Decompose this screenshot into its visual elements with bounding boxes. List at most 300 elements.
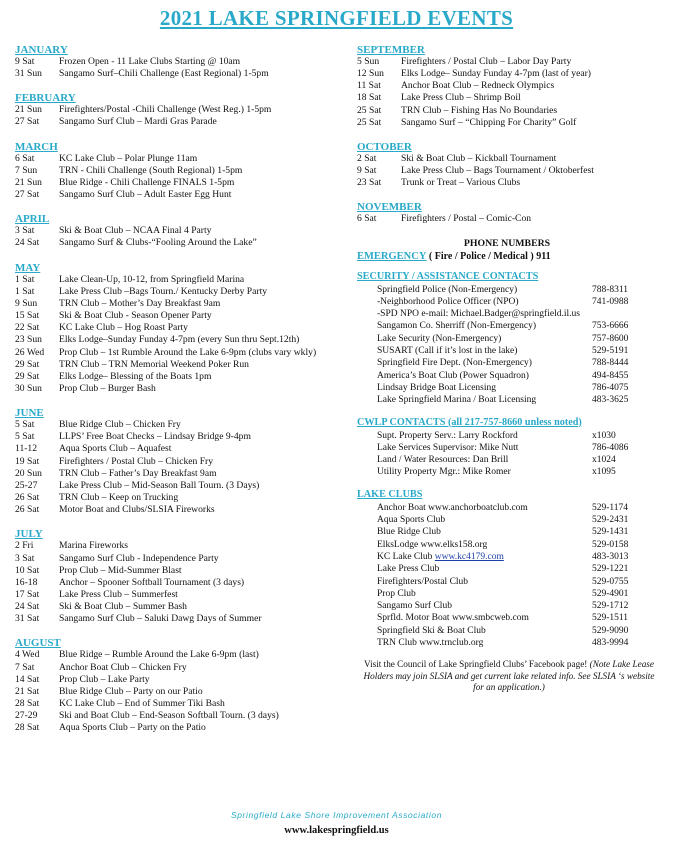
footnote — [357, 659, 657, 694]
contact-phone: 529-2431 — [592, 515, 629, 526]
month-heading: MARCH — [15, 140, 58, 153]
month-section — [15, 141, 353, 202]
event-text: Prop Club – Burger Bash — [59, 382, 156, 394]
event-row — [15, 577, 353, 589]
contact-row — [357, 284, 657, 296]
event-row — [15, 153, 353, 165]
event-row — [15, 68, 353, 80]
contact-name-text: Supt. Property Serv.: Larry Rockford — [377, 430, 518, 441]
event-row — [15, 504, 353, 516]
event-text: Lake Press Club – Summerfest — [59, 589, 178, 600]
contact-phone: 529-1511 — [592, 613, 629, 624]
event-text: Firefighters/Postal -Chili Challenge (West Reg.) 1-5pm — [59, 104, 272, 116]
contact-phone: 483-3625 — [592, 395, 629, 406]
event-row — [15, 237, 353, 249]
contact-row — [357, 502, 657, 514]
event-date: 26 Sat — [15, 504, 40, 516]
event-date: 11-12 — [15, 443, 38, 455]
emergency-line — [357, 250, 657, 263]
event-date: 7 Sun — [15, 164, 38, 176]
event-row — [15, 298, 353, 310]
contact-phone: 757-8600 — [592, 333, 629, 344]
event-date: 9 Sat — [15, 56, 35, 67]
cwlp-heading: CWLP CONTACTS (all 217-757-8660 unless noted) — [357, 416, 582, 428]
event-row — [15, 492, 353, 504]
contact-name-text: Sprfld. Motor Boat www.smbcweb.com — [377, 613, 529, 624]
contact-name — [377, 466, 592, 478]
event-row — [15, 383, 353, 395]
event-row — [15, 104, 353, 116]
event-date: 23 Sat — [357, 177, 382, 189]
contact-phone: 529-5191 — [592, 346, 629, 357]
contact-name — [377, 442, 592, 454]
club-website-link[interactable]: www.kc4179.com — [434, 551, 504, 562]
event-date: 22 Sat — [15, 322, 40, 334]
event-row — [15, 553, 353, 565]
month-heading: MAY — [15, 261, 41, 274]
contact-row — [357, 539, 657, 551]
event-row — [15, 589, 353, 601]
contact-phone — [592, 308, 657, 320]
event-text: Anchor – Spooner Softball Tournament (3 days) — [59, 576, 245, 588]
event-row — [15, 540, 353, 552]
event-row — [15, 334, 353, 346]
event-date: 27 Sat — [15, 116, 40, 128]
event-text: Elks Lodge– Sunday Funday 4-7pm (last of year) — [401, 68, 591, 80]
contact-name — [377, 454, 592, 466]
contact-name-text: Lake Services Supervisor: Mike Nutt — [377, 442, 519, 453]
contact-phone: x1024 — [592, 455, 616, 466]
event-text: Sangamo Surf Club – Saluki Dawg Days of Summer — [59, 613, 262, 625]
event-text: KC Lake Club – Hog Roast Party — [59, 322, 188, 334]
event-row — [15, 698, 353, 710]
event-text: Ski & Boat Club – NCAA Final 4 Party — [59, 225, 212, 237]
event-row — [357, 177, 657, 189]
contact-row — [357, 637, 657, 649]
contact-name — [377, 357, 592, 369]
contact-phone: 741-0988 — [592, 296, 629, 307]
event-date: 21 Sun — [15, 176, 42, 188]
contact-name — [377, 539, 592, 551]
contact-phone: 788-8444 — [592, 358, 629, 369]
month-section — [15, 637, 353, 734]
event-text: Sangamo Surf Club - Independence Party — [59, 552, 219, 564]
event-date: 26 Wed — [15, 346, 45, 358]
event-text: TRN - Chili Challenge (South Regional) 1-5pm — [59, 164, 243, 176]
month-section — [15, 213, 353, 249]
event-row — [357, 92, 657, 104]
contact-name-text: ElksLodge www.elks158.org — [377, 539, 488, 550]
event-date: 5 Sat — [15, 431, 35, 443]
contact-row — [357, 345, 657, 357]
contact-phone: 529-1431 — [592, 527, 629, 538]
cwlp-contacts — [357, 417, 657, 479]
contact-name — [377, 625, 592, 637]
contact-name-text: Anchor Boat www.anchorboatclub.com — [377, 502, 528, 513]
month-heading: AUGUST — [15, 637, 61, 650]
event-date: 26 Sat — [15, 492, 40, 504]
event-text: Prop Club – Lake Party — [59, 673, 150, 685]
event-date: 10 Sat — [15, 564, 40, 576]
event-date: 24 Sat — [15, 601, 40, 613]
contact-name-text: Lindsay Bridge Boat Licensing — [377, 382, 496, 393]
contact-phone: 494-8455 — [592, 370, 629, 381]
month-section — [15, 92, 353, 128]
event-text: Aqua Sports Club – Aquafest — [59, 443, 172, 455]
contact-phone: 753-6666 — [592, 321, 629, 332]
contact-name-text: Springfield Police (Non-Emergency) — [377, 284, 518, 295]
contact-row — [357, 600, 657, 612]
contact-row — [357, 382, 657, 394]
month-section — [15, 407, 353, 516]
event-text: Blue Ridge - Chili Challenge FINALS 1-5pm — [59, 176, 235, 188]
contact-phone: 483-9994 — [592, 637, 629, 648]
contact-name — [377, 637, 592, 649]
event-row — [15, 177, 353, 189]
contact-name — [377, 308, 592, 320]
security-list — [357, 284, 657, 407]
contact-name-text: Sangamon Co. Sherriff (Non-Emergency) — [377, 321, 536, 332]
event-date: 29 Sat — [15, 370, 40, 382]
contact-row — [357, 454, 657, 466]
month-heading: JANUARY — [15, 44, 68, 56]
contact-name-text: Springfield Ski & Boat Club — [377, 625, 486, 636]
event-text: TRN Club – TRN Memorial Weekend Poker Run — [59, 358, 249, 370]
event-date: 9 Sun — [15, 297, 38, 309]
footnote-main: Visit the Council of Lake Springfield Clubs’ Facebook page! — [364, 659, 588, 670]
month-section — [15, 262, 353, 396]
contact-row — [357, 442, 657, 454]
event-text: Aqua Sports Club – Party on the Patio — [59, 722, 206, 734]
month-heading: FEBRUARY — [15, 92, 76, 105]
contact-row — [357, 576, 657, 588]
contact-name — [377, 333, 592, 345]
month-section — [357, 141, 657, 189]
event-row — [15, 165, 353, 177]
event-date: 25 Sat — [357, 116, 382, 128]
contact-row — [357, 551, 657, 563]
contact-name — [377, 502, 592, 514]
event-text: Anchor Boat Club – Redneck Olympics — [401, 80, 555, 92]
event-date: 3 Sat — [15, 225, 35, 237]
month-heading: OCTOBER — [357, 140, 412, 153]
event-row — [15, 322, 353, 334]
contact-phone: 786-4075 — [592, 382, 629, 393]
event-row — [15, 225, 353, 237]
contact-phone: x1030 — [592, 430, 616, 441]
phone-numbers-heading: PHONE NUMBERS — [463, 237, 551, 249]
contact-name-text: -SPD NPO e-mail: Michael.Badger@springfield.il.us — [377, 309, 580, 320]
event-row — [357, 117, 657, 129]
event-text: Ski & Boat Club – Summer Bash — [59, 601, 187, 613]
event-row — [15, 601, 353, 613]
event-row — [15, 189, 353, 201]
contact-row — [357, 320, 657, 332]
contact-row — [357, 563, 657, 575]
event-text: Blue Ridge – Rumble Around the Lake 6-9pm (last) — [59, 649, 259, 661]
event-row — [15, 722, 353, 734]
event-row — [15, 613, 353, 625]
event-row — [15, 419, 353, 431]
month-section — [357, 44, 657, 129]
event-row — [357, 80, 657, 92]
event-text: Sangamo Surf & Clubs-“Fooling Around the Lake” — [59, 237, 257, 249]
contact-row — [357, 526, 657, 538]
event-text: Prop Club – 1st Rumble Around the Lake 6-9pm (clubs vary wkly) — [59, 346, 317, 358]
event-row — [15, 456, 353, 468]
event-row — [357, 165, 657, 177]
clubs-heading: LAKE CLUBS — [357, 488, 423, 500]
event-text: Lake Press Club – Mid-Season Ball Tourn. (3 Days) — [59, 479, 260, 491]
event-text: Sangamo Surf–Chili Challenge (East Regional) 1-5pm — [59, 68, 269, 80]
event-row — [15, 347, 353, 359]
event-date: 1 Sat — [15, 273, 35, 285]
contact-phone: 483-3013 — [592, 551, 629, 562]
event-date: 20 Sun — [15, 467, 42, 479]
contact-name — [377, 514, 592, 526]
event-row — [15, 431, 353, 443]
month-heading: NOVEMBER — [357, 201, 422, 214]
event-row — [15, 565, 353, 577]
event-row — [357, 56, 657, 68]
event-text: Ski and Boat Club – End-Season Softball Tourn. (3 days) — [59, 710, 279, 722]
event-row — [15, 480, 353, 492]
event-date: 31 Sat — [15, 613, 40, 625]
contact-name — [377, 284, 592, 296]
event-date: 28 Sat — [15, 722, 40, 734]
contact-phone: 786-4086 — [592, 442, 629, 453]
left-column — [15, 44, 353, 747]
contact-row — [357, 625, 657, 637]
event-date: 23 Sun — [15, 334, 42, 346]
event-text: Ski & Boat Club - Season Opener Party — [59, 310, 212, 322]
event-date: 21 Sun — [15, 104, 42, 116]
contact-row — [357, 612, 657, 624]
event-row — [357, 153, 657, 165]
event-date: 21 Sat — [15, 685, 40, 697]
event-text: TRN Club – Father’s Day Breakfast 9am — [59, 467, 217, 479]
event-text: KC Lake Club – Polar Plunge 11am — [59, 152, 198, 164]
contact-name — [377, 370, 592, 382]
event-text: Motor Boat and Clubs/SLSIA Fireworks — [59, 504, 215, 516]
contact-row — [357, 466, 657, 478]
contact-name-text: Lake Springfield Marina / Boat Licensing — [377, 395, 537, 406]
event-text: Frozen Open - 11 Lake Clubs Starting @ 10am — [59, 56, 241, 67]
event-text: Lake Press Club – Shrimp Boil — [401, 92, 521, 104]
contact-row — [357, 430, 657, 442]
contact-name-text: Lake Press Club — [377, 564, 440, 575]
website: www.lakespringfield.us — [284, 825, 389, 836]
contact-phone: 529-0158 — [592, 539, 629, 550]
event-date: 27 Sat — [15, 189, 40, 201]
contact-name-text: America’s Boat Club (Power Squadron) — [377, 370, 529, 381]
event-date: 11 Sat — [357, 80, 381, 92]
contact-name-text: Blue Ridge Club — [377, 527, 441, 538]
event-text: LLPS’ Free Boat Checks – Lindsay Bridge 9-4pm — [59, 431, 251, 443]
event-date: 27-29 — [15, 710, 38, 722]
contact-name — [377, 551, 592, 563]
event-text: Firefighters / Postal – Comic-Con — [401, 213, 532, 225]
contact-name-text: Land / Water Resources: Dan Brill — [377, 455, 509, 466]
month-section — [15, 44, 353, 80]
event-date: 17 Sat — [15, 589, 40, 600]
contact-phone: 529-1221 — [592, 564, 629, 575]
event-row — [15, 674, 353, 686]
contact-phone: 788-8311 — [592, 284, 629, 295]
event-row — [15, 56, 353, 68]
contact-phone: 529-1174 — [592, 502, 629, 513]
contact-phone: x1095 — [592, 467, 616, 478]
contact-name — [377, 576, 592, 588]
event-date: 2 Fri — [15, 540, 34, 552]
event-date: 3 Sat — [15, 552, 35, 564]
event-text: KC Lake Club – End of Summer Tiki Bash — [59, 698, 225, 710]
contact-phone: 529-1712 — [592, 601, 629, 612]
right-month-list — [357, 44, 657, 226]
contact-name-text: Sangamo Surf Club — [377, 601, 452, 612]
emergency-label: EMERGENCY — [357, 250, 427, 262]
event-text: Ski & Boat Club – Kickball Tournament — [401, 152, 557, 164]
event-row — [15, 649, 353, 661]
contact-phone: 529-9090 — [592, 625, 629, 636]
contact-row — [357, 333, 657, 345]
contact-phone: 529-0755 — [592, 576, 629, 587]
event-row — [357, 105, 657, 117]
contact-row — [357, 370, 657, 382]
event-row — [357, 68, 657, 80]
event-date: 15 Sat — [15, 310, 40, 322]
contact-name — [377, 612, 592, 624]
event-row — [15, 468, 353, 480]
month-section — [15, 528, 353, 625]
event-date: 6 Sat — [357, 213, 377, 225]
event-row — [15, 371, 353, 383]
contact-row — [357, 514, 657, 526]
event-date: 5 Sun — [357, 56, 380, 67]
contact-name — [377, 430, 592, 442]
event-row — [15, 310, 353, 322]
contact-name-text: Firefighters/Postal Club — [377, 576, 469, 587]
footnote-note: (Note Lake Lease Holders may join SLSIA and get current lake related info. See SLSIA ‘s website for an application.) — [363, 659, 655, 693]
event-row — [15, 286, 353, 298]
month-heading: JULY — [15, 528, 43, 541]
lake-clubs — [357, 489, 657, 650]
page-title: 2021 LAKE SPRINGFIELD EVENTS — [159, 6, 514, 30]
event-row — [357, 213, 657, 225]
event-text: Firefighters / Postal Club – Chicken Fry — [59, 455, 214, 467]
security-heading: SECURITY / ASSISTANCE CONTACTS — [357, 270, 539, 282]
emergency-detail: ( Fire / Police / Medical ) 911 — [426, 250, 551, 262]
event-row — [15, 443, 353, 455]
event-text: TRN Club – Keep on Trucking — [59, 492, 179, 504]
event-text: Sangamo Surf Club – Adult Easter Egg Hunt — [59, 189, 232, 201]
event-text: Blue Ridge Club – Chicken Fry — [59, 419, 181, 431]
event-text: Trunk or Treat – Various Clubs — [401, 177, 521, 189]
cwlp-list — [357, 430, 657, 479]
contact-name-text: Springfield Fire Dept. (Non-Emergency) — [377, 358, 532, 369]
contact-name — [377, 394, 592, 406]
event-date: 9 Sat — [357, 165, 377, 177]
contact-name-text: TRN Club www.trnclub.org — [377, 637, 484, 648]
org-name: Springfield Lake Shore Improvement Association — [230, 810, 443, 820]
clubs-list — [357, 502, 657, 650]
event-row — [15, 662, 353, 674]
event-date: 6 Sat — [15, 152, 35, 164]
month-heading: JUNE — [15, 407, 44, 420]
event-date: 29 Sat — [15, 358, 40, 370]
event-date: 1 Sat — [15, 285, 35, 297]
contact-row — [357, 357, 657, 369]
event-text: Prop Club – Mid-Summer Blast — [59, 564, 182, 576]
event-date: 31 Sun — [15, 68, 42, 80]
event-row — [15, 686, 353, 698]
contact-name — [377, 296, 592, 308]
security-contacts — [357, 271, 657, 407]
contact-name-text: Utility Property Mgr.: Mike Romer — [377, 467, 511, 478]
contact-name — [377, 382, 592, 394]
event-text: Sangamo Surf – “Chipping For Charity” Golf — [401, 116, 577, 128]
event-date: 5 Sat — [15, 419, 35, 431]
right-column — [357, 44, 657, 694]
event-text: Lake Press Club –Bags Tourn./ Kentucky Derby Party — [59, 285, 268, 297]
contact-phone: 529-4901 — [592, 588, 629, 599]
contact-name — [377, 563, 592, 575]
event-text: Elks Lodge–Sunday Funday 4-7pm (every Sun thru Sept.12th) — [59, 334, 300, 346]
event-date: 14 Sat — [15, 673, 40, 685]
event-text: TRN Club – Fishing Has No Boundaries — [401, 104, 558, 116]
month-section — [357, 201, 657, 225]
contact-name-text: Aqua Sports Club — [377, 515, 446, 526]
event-text: Sangamo Surf Club – Mardi Gras Parade — [59, 116, 217, 128]
contact-row — [357, 394, 657, 406]
event-date: 7 Sat — [15, 661, 35, 673]
event-text: Lake Press Club – Bags Tournament / Oktoberfest — [401, 165, 594, 177]
event-date: 19 Sat — [15, 455, 40, 467]
event-date: 4 Wed — [15, 649, 40, 661]
contact-name — [377, 526, 592, 538]
event-text: Marina Fireworks — [59, 540, 129, 552]
contact-name-text: KC Lake Club — [377, 551, 435, 562]
event-date: 2 Sat — [357, 152, 377, 164]
event-text: Elks Lodge– Blessing of the Boats 1pm — [59, 370, 212, 382]
event-date: 25 Sat — [357, 104, 382, 116]
event-text: TRN Club – Mother’s Day Breakfast 9am — [59, 297, 221, 309]
event-date: 24 Sat — [15, 237, 40, 249]
event-text: Anchor Boat Club – Chicken Fry — [59, 661, 187, 673]
contact-row — [357, 308, 657, 320]
month-heading: SEPTEMBER — [357, 44, 425, 56]
event-date: 18 Sat — [357, 92, 382, 104]
event-date: 28 Sat — [15, 698, 40, 710]
event-date: 16-18 — [15, 576, 38, 588]
contact-name — [377, 588, 592, 600]
event-text: Firefighters / Postal Club – Labor Day Party — [401, 56, 572, 67]
event-text: Blue Ridge Club – Party on our Patio — [59, 685, 203, 697]
contact-row — [357, 296, 657, 308]
event-row — [15, 274, 353, 286]
event-row — [15, 359, 353, 371]
contact-name-text: -Neighborhood Police Officer (NPO) — [377, 296, 519, 307]
event-date: 25-27 — [15, 479, 38, 491]
contact-name — [377, 320, 592, 332]
contact-name-text: Lake Security (Non-Emergency) — [377, 333, 502, 344]
contact-name-text: Prop Club — [377, 588, 416, 599]
contact-row — [357, 588, 657, 600]
contact-name-text: SUSART (Call if it’s lost in the lake) — [377, 346, 518, 357]
month-heading: APRIL — [15, 213, 50, 226]
event-row — [15, 710, 353, 722]
event-date: 30 Sun — [15, 382, 42, 394]
